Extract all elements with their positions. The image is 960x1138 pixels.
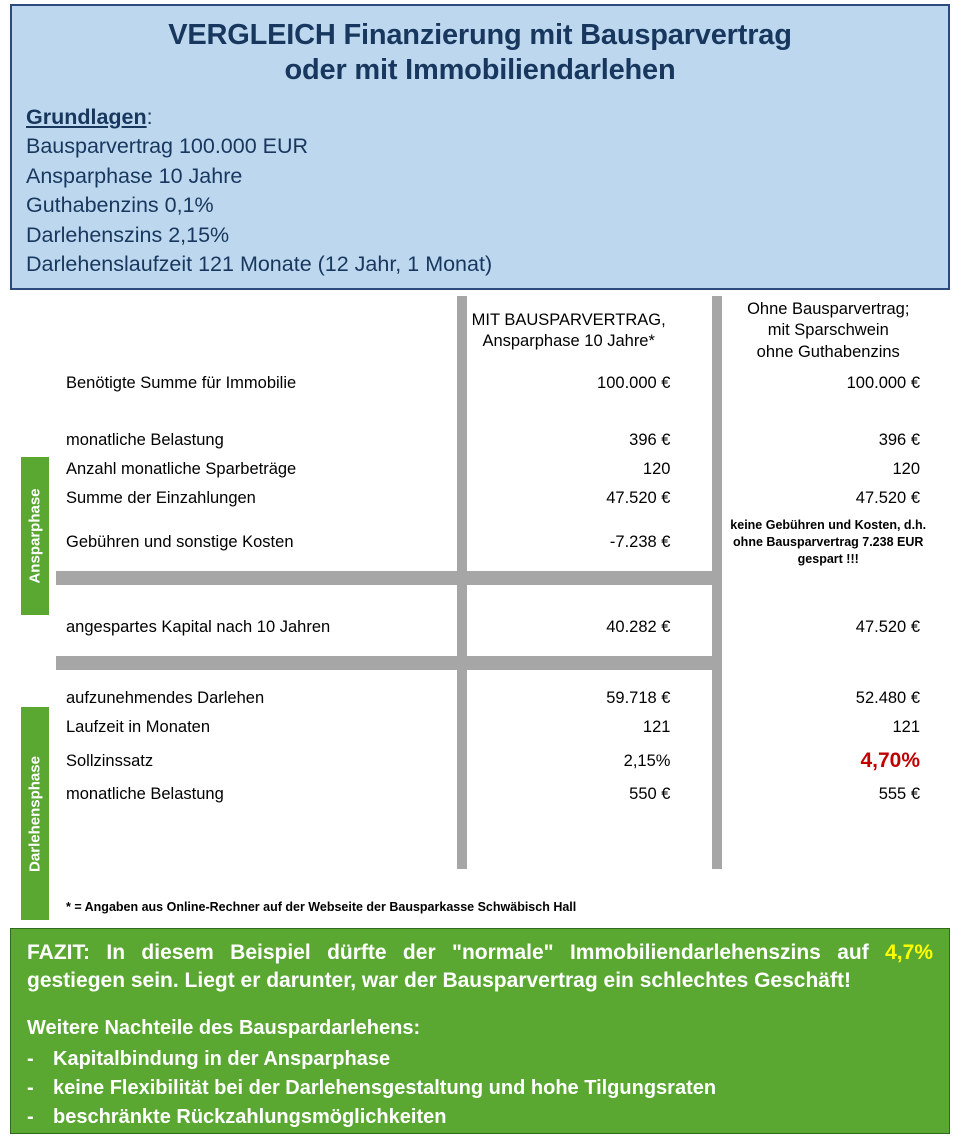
column-separator: [457, 613, 467, 642]
bullet-dash: -: [27, 1106, 34, 1129]
table-spacer: [56, 642, 950, 656]
divider-cell: [56, 656, 457, 670]
row-value-ohne-highlight: 4,70%: [860, 749, 920, 773]
col-ohne-line-1: Ohne Bausparvertrag;: [747, 300, 910, 318]
row-label: Gebühren und sonstige Kosten: [66, 532, 294, 551]
col-mit-line-2: Ansparphase 10 Jahre*: [482, 332, 655, 351]
column-separator: [457, 412, 467, 426]
column-separator: [457, 398, 467, 412]
column-separator: [712, 742, 722, 780]
column-separator: [457, 809, 467, 869]
header-empty-cell: [56, 296, 457, 369]
row-label: monatliche Belastung: [66, 431, 224, 450]
row-value-mit: 550 €: [629, 785, 671, 804]
column-separator: [712, 369, 722, 398]
conclusion-text: [27, 939, 933, 994]
table-spacer: [56, 585, 950, 599]
spacer-cell: [722, 585, 950, 599]
row-value-mit: 120: [642, 460, 671, 479]
column-separator: [457, 585, 467, 599]
table-header-row: [56, 296, 950, 369]
divider-cell: [56, 571, 457, 585]
table-spacer: [56, 599, 950, 613]
row-value-mit: 2,15%: [623, 751, 671, 770]
column-separator: [712, 296, 722, 369]
row-value-ohne: 52.480 €: [855, 689, 920, 708]
conclusion-highlight-percent: 4,7%: [885, 941, 933, 964]
column-separator: [457, 369, 467, 398]
basics-row: Ansparphase 10 Jahre: [26, 163, 243, 188]
comparison-table-area: [10, 296, 950, 926]
list-item-label: keine Flexibilität bei der Darlehensgestaltung und hohe Tilgungsraten: [53, 1077, 717, 1100]
spacer-cell: [722, 642, 950, 656]
spacer-cell: [467, 599, 713, 613]
row-value-ohne: 396 €: [878, 431, 920, 450]
col-ohne-line-3: ohne Guthabenzins: [756, 342, 900, 361]
divider-cell: [467, 571, 713, 585]
spacer-cell: [56, 670, 457, 684]
disadvantages-list: [27, 1045, 933, 1132]
row-note-ohne: [722, 513, 950, 571]
spacer-cell: [56, 599, 457, 613]
phase-band-darlehensphase: [20, 706, 50, 921]
row-label: Sollzinssatz: [66, 751, 154, 770]
column-separator: [712, 484, 722, 513]
spacer-cell: [56, 398, 457, 412]
basics-row: Guthabenzins 0,1%: [26, 193, 214, 218]
table-spacer: [56, 412, 950, 426]
list-item-label: Kapitalbindung in der Ansparphase: [53, 1048, 391, 1071]
column-separator: [712, 809, 722, 869]
table-row: [56, 484, 950, 513]
basics-row: Bausparvertrag 100.000 EUR: [26, 134, 309, 159]
spacer-cell: [467, 642, 713, 656]
note-line-2: ohne Bausparvertrag 7.238 EUR: [733, 534, 924, 549]
bullet-dash: -: [27, 1048, 34, 1071]
list-item: [27, 1045, 933, 1074]
column-separator: [457, 670, 467, 684]
column-separator: [457, 426, 467, 455]
row-value-ohne: 47.520 €: [855, 489, 920, 508]
list-item: [27, 1074, 933, 1103]
list-item: [27, 1103, 933, 1132]
column-separator: [712, 780, 722, 809]
spacer-cell: [722, 599, 950, 613]
row-label: aufzunehmendes Darlehen: [66, 689, 265, 708]
column-separator: [457, 513, 467, 571]
row-label: Summe der Einzahlungen: [66, 489, 256, 508]
table-row: [56, 684, 950, 713]
spacer-cell: [722, 670, 950, 684]
row-value-mit: 40.282 €: [606, 618, 671, 637]
col-mit-line-1: MIT BAUSPARVERTRAG,: [471, 310, 666, 329]
table-row: [56, 513, 950, 571]
column-separator: [457, 484, 467, 513]
title-line-2: oder mit Immobiliendarlehen: [284, 54, 676, 87]
basics-heading: [26, 103, 948, 132]
column-header-mit-bausparvertrag: [467, 296, 713, 369]
note-line-1: keine Gebühren und Kosten, d.h.: [730, 518, 927, 532]
row-value-ohne: 120: [892, 460, 920, 479]
column-separator: [457, 742, 467, 780]
row-label: monatliche Belastung: [66, 785, 224, 804]
spacer-cell: [467, 809, 713, 869]
column-separator: [457, 780, 467, 809]
spacer-cell: [56, 412, 457, 426]
note-line-3: gespart !!!: [797, 551, 859, 566]
spacer-cell: [56, 809, 457, 869]
spacer-cell: [467, 670, 713, 684]
title-line-1: VERGLEICH Finanzierung mit Bausparvertrag: [168, 19, 792, 51]
divider-cell: [722, 656, 950, 670]
table-row: [56, 713, 950, 742]
row-value-mit: 100.000 €: [597, 374, 671, 393]
column-separator: [712, 613, 722, 642]
spacer-cell: [56, 585, 457, 599]
column-separator: [712, 571, 722, 585]
column-separator: [712, 426, 722, 455]
comparison-table: [56, 296, 950, 869]
spacer-cell: [467, 398, 713, 412]
column-separator: [712, 670, 722, 684]
table-row: [56, 742, 950, 780]
section-divider: [56, 656, 950, 670]
list-item-label: beschränkte Rückzahlungsmöglichkeiten: [53, 1106, 447, 1129]
phase-band-darlehensphase-label: Darlehensphase: [26, 755, 44, 872]
column-separator: [457, 571, 467, 585]
header-panel: [10, 4, 950, 290]
column-separator: [457, 455, 467, 484]
column-separator: [712, 684, 722, 713]
column-separator: [712, 656, 722, 670]
row-label: Laufzeit in Monaten: [66, 718, 211, 737]
column-separator: [457, 296, 467, 369]
spacer-cell: [467, 412, 713, 426]
row-label: Benötigte Summe für Immobilie: [66, 374, 297, 393]
table-row: [56, 455, 950, 484]
row-value-mit: 121: [642, 718, 671, 737]
bullet-dash: -: [27, 1077, 34, 1100]
basics-colon: :: [146, 104, 153, 129]
column-separator: [712, 713, 722, 742]
table-row: [56, 369, 950, 398]
column-separator: [457, 642, 467, 656]
row-value-mit: 47.520 €: [606, 489, 671, 508]
row-value-mit: -7.238 €: [609, 532, 671, 551]
table-row: [56, 780, 950, 809]
disadvantages-heading: Weitere Nachteile des Bauspardarlehens:: [27, 1017, 421, 1040]
basics-row: Darlehenszins 2,15%: [26, 222, 230, 247]
phase-band-ansparphase-label: Ansparphase: [26, 488, 44, 584]
row-value-mit: 396 €: [629, 431, 671, 450]
row-value-mit: 59.718 €: [606, 689, 671, 708]
spacer-cell: [467, 585, 713, 599]
basics-block: [12, 103, 948, 280]
spacer-cell: [56, 642, 457, 656]
table-row: [56, 613, 950, 642]
row-value-ohne: 47.520 €: [855, 618, 920, 637]
column-separator: [457, 684, 467, 713]
column-header-ohne-bausparvertrag: [722, 296, 950, 369]
row-label: angespartes Kapital nach 10 Jahren: [66, 618, 331, 637]
conclusion-panel: [10, 928, 950, 1134]
divider-cell: [722, 571, 950, 585]
spacer-cell: [722, 412, 950, 426]
section-divider: [56, 571, 950, 585]
conclusion-text-part-1: FAZIT: In diesem Beispiel dürfte der "normale" Immobiliendarlehenszins auf: [27, 941, 886, 964]
column-separator: [712, 412, 722, 426]
column-separator: [712, 642, 722, 656]
column-separator: [712, 513, 722, 571]
spacer-cell: [722, 398, 950, 412]
column-separator: [457, 599, 467, 613]
row-value-ohne: 555 €: [878, 785, 920, 804]
spacer-cell: [722, 809, 950, 869]
table-spacer: [56, 670, 950, 684]
divider-cell: [467, 656, 713, 670]
table-spacer: [56, 809, 950, 869]
row-value-ohne: 100.000 €: [846, 374, 920, 393]
col-ohne-line-2: mit Sparschwein: [767, 321, 889, 340]
page-title: [12, 6, 948, 89]
phase-band-ansparphase: [20, 456, 50, 616]
table-spacer: [56, 398, 950, 412]
conclusion-text-part-2: gestiegen sein. Liegt er darunter, war der Bausparvertrag ein schlechtes Geschäft!: [27, 968, 851, 992]
column-separator: [712, 455, 722, 484]
table-footnote: * = Angaben aus Online-Rechner auf der Webseite der Bausparkasse Schwäbisch Hall: [66, 900, 577, 914]
basics-label: Grundlagen: [26, 104, 147, 129]
table-row: [56, 426, 950, 455]
row-label: Anzahl monatliche Sparbeträge: [66, 460, 297, 479]
column-separator: [457, 713, 467, 742]
column-separator: [712, 398, 722, 412]
column-separator: [712, 585, 722, 599]
row-value-ohne: 121: [892, 718, 920, 737]
column-separator: [457, 656, 467, 670]
column-separator: [712, 599, 722, 613]
basics-row: Darlehenslaufzeit 121 Monate (12 Jahr, 1 Monat): [26, 252, 493, 277]
